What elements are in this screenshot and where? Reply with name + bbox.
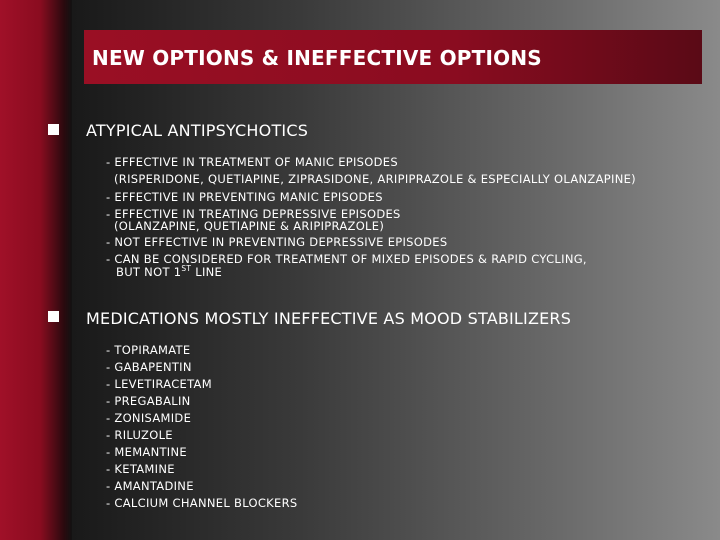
section1-line: - EFFECTIVE IN TREATING DEPRESSIVE EPISODES — [106, 207, 401, 221]
title-banner — [84, 30, 702, 84]
last-line-prefix: BUT NOT 1 — [116, 265, 182, 279]
section1-line: - CAN BE CONSIDERED FOR TREATMENT OF MIXED EPISODES & RAPID CYCLING, — [106, 252, 587, 266]
medication-item: - ZONISAMIDE — [106, 411, 192, 425]
medication-item: - MEMANTINE — [106, 445, 187, 459]
last-line-suffix: LINE — [191, 265, 223, 279]
medication-item: - TOPIRAMATE — [106, 343, 191, 357]
medication-item: - AMANTADINE — [106, 479, 194, 493]
bullet-square-icon — [48, 311, 59, 322]
section1-line: (RISPERIDONE, QUETIAPINE, ZIPRASIDONE, ARIPIPRAZOLE & ESPECIALLY OLANZAPINE) — [114, 172, 636, 186]
left-accent-bar — [0, 0, 72, 540]
section-heading-atypical: ATYPICAL ANTIPSYCHOTICS — [86, 121, 309, 140]
medication-item: - GABAPENTIN — [106, 360, 192, 374]
section1-line: - EFFECTIVE IN TREATMENT OF MANIC EPISODES — [106, 155, 398, 169]
medication-item: - KETAMINE — [106, 462, 175, 476]
section1-line: (OLANZAPINE, QUETIAPINE & ARIPIPRAZOLE) — [114, 219, 385, 233]
section1-line: - NOT EFFECTIVE IN PREVENTING DEPRESSIVE EPISODES — [106, 235, 448, 249]
section1-last-line — [116, 264, 222, 279]
last-line-superscript: ST — [181, 264, 192, 273]
bullet-square-icon — [48, 124, 59, 135]
medication-item: - RILUZOLE — [106, 428, 173, 442]
slide-title: NEW OPTIONS & INEFFECTIVE OPTIONS — [92, 46, 542, 70]
section1-line: - EFFECTIVE IN PREVENTING MANIC EPISODES — [106, 190, 383, 204]
section-heading-ineffective: MEDICATIONS MOSTLY INEFFECTIVE AS MOOD STABILIZERS — [86, 309, 572, 328]
medication-item: - CALCIUM CHANNEL BLOCKERS — [106, 496, 298, 510]
medication-item: - LEVETIRACETAM — [106, 377, 212, 391]
medication-item: - PREGABALIN — [106, 394, 191, 408]
